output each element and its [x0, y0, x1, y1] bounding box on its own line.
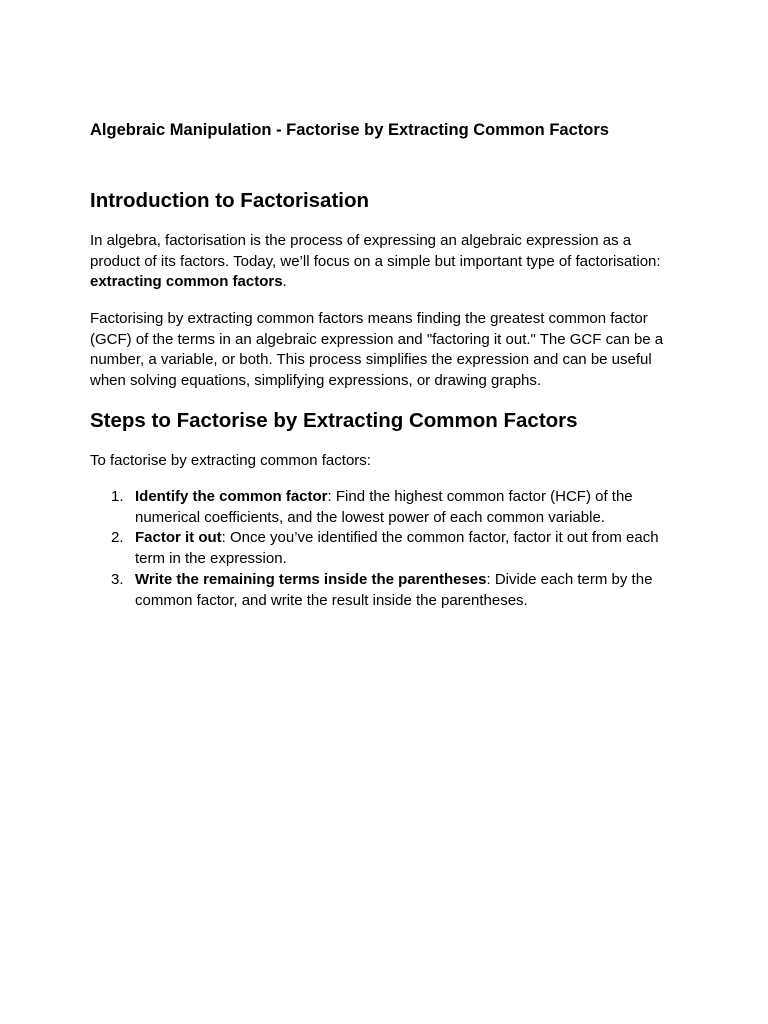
list-item	[90, 487, 680, 528]
intro-heading: Introduction to Factorisation	[90, 189, 370, 212]
intro-paragraph-end: .	[282, 273, 287, 291]
list-item	[90, 570, 680, 611]
intro-paragraph-text: In algebra, factorisation is the process of expressing an algebraic expression as a product of its factors. Today, we’ll focus on a simple but important type of factorisation:	[90, 232, 661, 270]
intro-paragraph-bold: extracting common factors	[90, 273, 283, 291]
document-title: Algebraic Manipulation - Factorise by Extracting Common Factors	[90, 121, 609, 139]
steps-list	[90, 487, 680, 611]
steps-lead: To factorise by extracting common factors:	[90, 452, 371, 469]
list-item-text: : Find the highest common factor (HCF) of the numerical coefficients, and the lowest power of each common variable.	[135, 488, 633, 526]
list-item-number: 2.	[111, 529, 124, 547]
list-item-bold: Factor it out	[135, 529, 222, 547]
list-item-number: 1.	[111, 488, 124, 505]
steps-heading: Steps to Factorise by Extracting Common Factors	[90, 409, 578, 432]
list-item-bold: Identify the common factor	[135, 488, 328, 505]
gcf-paragraph: Factorising by extracting common factors means finding the greatest common factor (GCF) of the terms in an algebraic expression and "factoring it out." The GCF can be a number, a variable, or both. This process simplifies the expression and can be useful when solving equations, simplifying expressions, or drawing graphs.	[90, 310, 664, 390]
intro-paragraph	[90, 231, 680, 293]
list-item-text: : Divide each term by the common factor, and write the result inside the parentheses.	[135, 570, 653, 609]
list-item-bold: Write the remaining terms inside the parentheses	[135, 570, 487, 588]
list-item	[90, 528, 680, 569]
list-item-text: : Once you’ve identified the common factor, factor it out from each term in the expression.	[135, 529, 659, 568]
list-item-number: 3.	[111, 570, 124, 588]
